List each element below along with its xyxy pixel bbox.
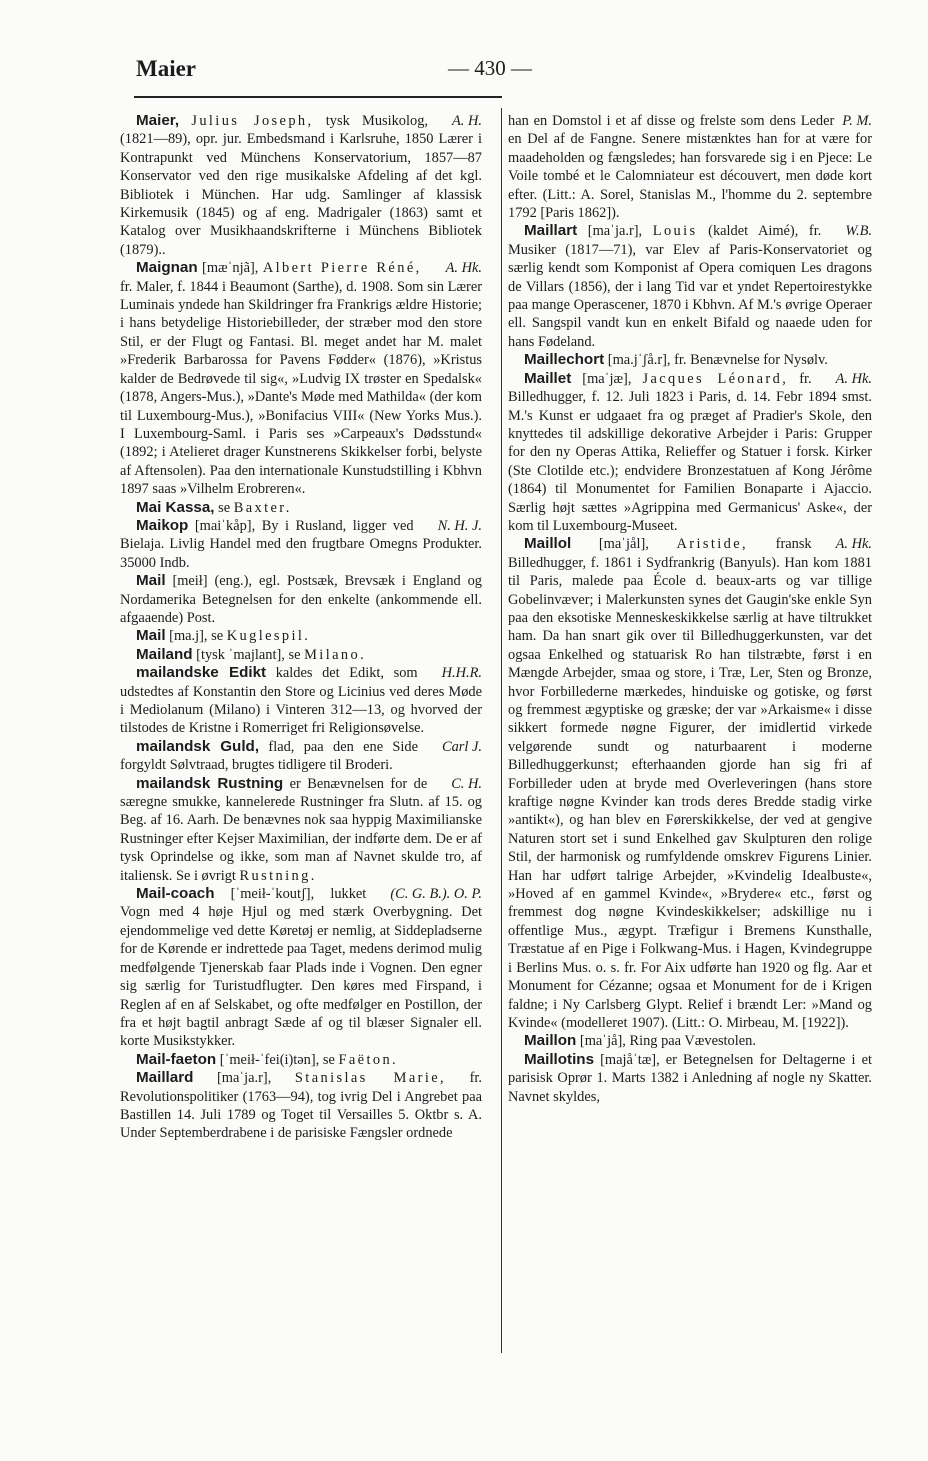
headword: Maier, [136, 112, 180, 129]
pronunciation: [maˈjål], [598, 536, 649, 553]
entry-text: fr. Benævnelse for Nysølv. [674, 352, 828, 369]
headword: Mail [136, 627, 166, 645]
dictionary-entry [508, 535, 872, 1032]
headword: Maillet [524, 369, 572, 387]
dictionary-entry [120, 1069, 482, 1143]
left-column [120, 112, 482, 1143]
running-header [136, 56, 818, 90]
right-column [508, 112, 872, 1106]
entry-text: Ring paa Vævestolen. [629, 1033, 756, 1050]
dictionary-entry [120, 112, 482, 259]
entry-text: se [211, 628, 224, 645]
entry-text: lukket Vogn med 4 høje Hjul og med stærk Overbygning. Det ejendommelige ved dette Køretøj er nemlig, at Siddepladserne for de Kørende er indrettede paa Taget, medens derimod mulig medfølgende Tjenerskab faar Plads inde i Vognen. Den egner sig særlig for Turistudflugter. Den køres med Firspand, i Reglen af en af Selskabet, og ofte medfølger en Postillon, der fra et højt bagtil anbragt Sæde af og til blæser Signaler ell. korte Musikstykker. [120, 886, 482, 1050]
dictionary-entry [508, 112, 872, 222]
entry-text: fr. Revolutionspolitiker (1763—94), tog ivrig Del i Angrebet paa Bastillen 14. Juli 1789 og Toget til Versailles 5. Oktbr s. A. Under Septemberdrabene i de parisiske Fængsler ordnede [120, 1070, 482, 1142]
pronunciation: [tysk ˈmajlant], [196, 646, 285, 663]
entry-text: (kaldet Aimé), fr. Musiker (1817—71), var Elev af Paris-Konservatoriet og særlig kendt som Komponist af Opera comiquen Les dragons de Villars (1856), der i lang Tid var et yndet Repertoirestykke paa mange Operascener, 1870 i Kbhvn. Af M.'s øvrige Operaer ell. Sangspil vandt kun en enkelt Bifald og naaede uden for hans Fødeland. [508, 223, 872, 350]
pronunciation: [maˈjæ], [582, 370, 632, 387]
signature: A. H. [452, 113, 482, 129]
entry-text: fransk Billedhugger, f. 1861 i Sydfrankrig (Banyuls). Han kom 1881 til Paris, malede paa École d. beaux-arts og var tillige Gobelinvæver; i Malerkunsten synes det Gaugin'ske enkle Syn paa den eksotiske Menneskeskikkelse særlig at have tiltrukket ham. Da han snart gik over til Billedhuggerkunsten, var det ogsaa Enkelhed og statuarisk Ro han tilstræbte, først i en Mængde Arbejder, smaa og store, i Træ, Ler, Sten og Bronze, hvor Forbillederne mærkedes, hinduiske og gotiske, og først og fremmest ægyptiske og græske; der var »Arkaisme« i disse sikkert formede nøgne Figurer, der imidlertid virkede velgørende sundt og naturbaarent i moderne Billedhuggerkunst; efterhaanden gjorde han sig fri af Forbilleder uden at bryde med Overleveringen (hans store kraftige nøgne Kvinder kan trods deres Bredde stadig virke »antikt«), og han blev en Førerskikkelse, der ved at gengive Naturen stort set i sund Enkelhed gav Skulpturen den rolige Stil, der harmonisk og rumfyldende omskrev Figurens Linier. Han har udført talrige Arbejder, »Kvindelig Idealbuste«, »Hoved af en gammel Kvinde«, »Brydere« etc., først og fremmest dog nøgne Kvindeskikkelser; adskillige nu i offentlige Mus., ægypt. Træfigur i Bremens Kunsthalle, Træstatue af en Pige i Folkwang-Mus. i Hagen, Kvindegruppe i Berlins Mus. o. s. fr. For Aix udførte han 1920 og flg. Aar et Monument for Cézanne; ogsaa et Monument for de i Krigen faldne; i Ny Carlsberg Glypt. Relief i brændt Ler: »Mand og Kvinde« (modelleret 1907). (Litt.: O. Mirbeau, M. [1922]). [508, 536, 872, 1031]
signature: A. Hk. [835, 536, 872, 553]
headword: Mailand [136, 645, 193, 663]
headword: Maillotins [524, 1050, 595, 1068]
headword: Maillard [136, 1069, 194, 1087]
entry-text: han en Domstol i et af disse og frelste som dens Leder en Del af de Fangne. Senere mistænktes han for at være for maadeholden og fængsledes; han forsvarede sig i en Pjece: Le Voile tombé et le Calomniateur est découvert, men døde kort efter. (Litt.: A. Sorel, Stanislas M., l'homme du 2. septembre 1792 [Paris 1862]). [508, 113, 872, 222]
entry-text: fr. Billedhugger, f. 12. Juli 1823 i Paris, d. 14. Febr 1894 smst. M.'s Kunst er udgaaet fra og præget af Pradier's Skole, den knyttedes til adskillige dekorative Arbejder i Paris: Grupper for den ny Operas Attika, Relieffer og Statuer i forsk. Kirker (Ste Clotilde etc.); endvidere Bronzestatuen af Kong Jérôme (1864) til Monumentet for Familien Bonaparte i Ajaccio. Særlig højt sættes »Agrippina med Germanicus' Aske«, der kom til Luxembourg-Museet. [508, 370, 872, 534]
pronunciation: [maˈja.r], [216, 1070, 272, 1087]
dictionary-entry [508, 1051, 872, 1106]
signature: P. M. [842, 113, 872, 129]
signature: (C. G. B.). O. P. [390, 886, 482, 903]
pronunciation: [ma.j], [169, 628, 208, 645]
signature: N. H. J. [437, 517, 482, 534]
entry-text: kaldes det Edikt, som udstedtes af Konstantin den Store og Licinius ved deres Møde i Mediolanum (Milano) i Vinteren 312—13, og hvorved der tilstodes de Kristne i Romerriget fri Religionsøvelse. [120, 665, 482, 737]
entry-text: se [322, 1051, 335, 1068]
person-name: Aristide, [676, 536, 749, 553]
entry-text: se [288, 646, 301, 663]
dictionary-entry [120, 259, 482, 498]
headword: Maillart [524, 222, 578, 240]
dictionary-entry [508, 1032, 872, 1050]
cross-reference: Kuglespil. [226, 628, 311, 645]
cross-reference: Baxter. [233, 499, 292, 516]
dictionary-entry [120, 572, 482, 627]
dictionary-entry [508, 351, 872, 369]
pronunciation: [ma.jˈʃå.r], [607, 352, 671, 369]
person-name: Stanislas Marie, [294, 1070, 447, 1087]
pronunciation: [majåˈtæ], [600, 1051, 660, 1068]
headword: Maillechort [524, 351, 605, 369]
dictionary-entry [120, 738, 482, 775]
headword: Maillol [524, 535, 572, 553]
pronunciation: [mæˈnjã], [202, 260, 259, 277]
entry-text: egl. Postsæk, Brevsæk i England og Nordamerika Betegnelsen for den enkelte (ankommende ell. afgaaende) Post. [120, 573, 483, 626]
entry-text: tysk Musikolog, (1821—89), opr. jur. Embedsmand i Karlsruhe, 1850 Lærer i Kontrapunkt ved Münchens Konservatorium, 1857—87 Konservator ved den rige musikalske Afdeling af det kgl. Bibliotek i München. Har udg. Samlinger af klassisk Kirkemusik (1845) og af eng. Madrigaler (1863) samt et Katalog over Musikhaandskrifterne i Münchens Bibliotek (1879).. [120, 113, 482, 258]
person-name: Jacques Léonard, [642, 370, 789, 387]
headword: mailandske Edikt [136, 664, 267, 682]
column-divider [501, 108, 502, 1353]
cross-reference: Rustning. [239, 867, 317, 884]
page-number: — 430 — [448, 56, 532, 80]
headword: mailandsk Guld, [136, 737, 260, 755]
pronunciation: [ˈmeił-ˈkoutʃ], [230, 886, 315, 903]
entry-text: By i Rusland, ligger ved Bielaja. Livlig Handel med den frugtbare Omegns Produkter. 35000 Indb. [120, 517, 482, 571]
signature: A. Hk. [835, 370, 872, 387]
signature: A. Hk. [445, 260, 482, 277]
signature: C. H. [451, 775, 482, 792]
dictionary-entry [120, 885, 482, 1051]
entry-text: se [218, 499, 231, 516]
dictionary-entry [120, 627, 482, 645]
pronunciation: [meił] (eng.), [172, 573, 253, 590]
person-name: Louis [652, 223, 698, 240]
headword: Mail [136, 572, 166, 590]
pronunciation: [maiˈkåp], [194, 517, 256, 534]
person-name: Julius Joseph, [191, 113, 314, 129]
dictionary-entry [508, 222, 872, 351]
pronunciation: [maˈja.r], [587, 223, 643, 240]
dictionary-entry [508, 370, 872, 536]
entry-text: fr. Maler, f. 1844 i Beaumont (Sarthe), d. 1908. Som sin Lærer Luminais yndede han Skildringer fra Frankrigs ældre Historie; i hans betydelige Historiebilleder, der stræber mod den store Stil, er der Flugt og Fantasi. Bl. meget andet har M. malet »Frederik Barbarossa for Pavens Fødder« (1876), »Kristus kalder de Bedrøvede til sig«, »Ludvig IX trøster en Spedalsk« (1878, Angers-Mus.), »Dante's Møde med Mathilda« (der kom til Luxembourg-Mus.), »Bonifacius VIII« (New Yorks Mus.). I Luxembourg-Saml. i Paris ses »Carpeaux's Dødsstund« (1892; i Atelieret drager Kunstnerens Skikkelser forbi, belyste af Aftensolen). Paa den internationale Kunstudstilling i Kbhvn 1897 saas »Vilhelm Erobreren«. [120, 278, 482, 498]
entry-text: er Benævnelsen for de særegne smukke, kannelerede Rustninger fra Slutn. af 15. og Beg. af 16. Aarh. De benævnes nok saa hyppig Maximilianske Rustninger efter Kejser Maximilian, der indførte dem. De er af tysk Oprindelse og ikke, som man af Navnet skulde tro, af italiensk. Se i øvrigt [120, 775, 482, 884]
person-name: Albert Pierre Réné, [262, 260, 422, 277]
dictionary-entry [120, 775, 482, 885]
pronunciation: [maˈjå], [579, 1033, 626, 1050]
entry-text: flad, paa den ene Side forgyldt Sølvtraad, brugtes tidligere til Broderi. [120, 738, 419, 774]
signature: W.B. [845, 223, 872, 240]
cross-reference: Milano. [304, 646, 367, 663]
headword: Maignan [136, 259, 198, 277]
dictionary-entry [120, 646, 482, 664]
pronunciation: [ˈmeił-ˈfei(i)tən], [219, 1051, 320, 1068]
headword: mailandsk Rustning [136, 774, 284, 792]
headword: Maillon [524, 1032, 577, 1050]
dictionary-entry [120, 517, 482, 572]
cross-reference: Faëton. [338, 1051, 399, 1068]
dictionary-entry [120, 499, 482, 517]
dictionary-entry [120, 664, 482, 738]
headword: Mail-coach [136, 885, 215, 903]
headword: Mai Kassa, [136, 498, 215, 516]
headword: Mail-faeton [136, 1050, 217, 1068]
header-rule [134, 96, 502, 98]
header-word: Maier [136, 56, 197, 81]
signature: H.H.R. [441, 665, 482, 682]
dictionary-entry [120, 1051, 482, 1069]
entry-text: er Betegnelsen for Deltagerne i et parisisk Oprør 1. Marts 1382 i Anledning af nogle ny Skatter. Navnet skyldes, [508, 1051, 872, 1105]
signature: Carl J. [442, 738, 482, 755]
headword: Maikop [136, 516, 189, 534]
